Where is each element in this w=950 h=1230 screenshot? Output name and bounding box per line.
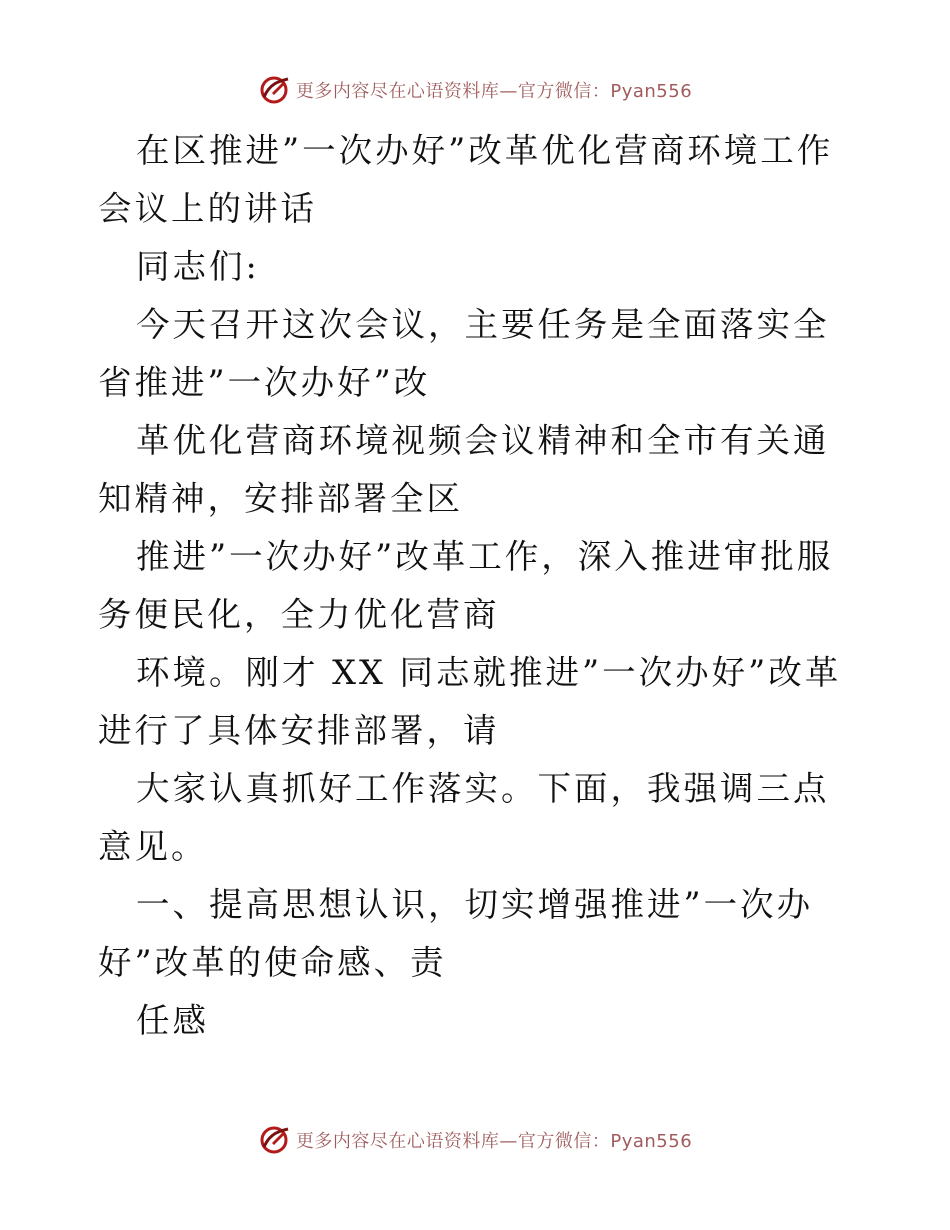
paragraph: 同志们: <box>136 247 260 286</box>
paragraph: 环境。刚才 XX 同志就推进”一次办好”改革进行了具体安排部署，请 <box>98 653 842 750</box>
footer-banner <box>0 1120 950 1160</box>
paragraph: 大家认真抓好工作落实。下面，我强调三点意见。 <box>98 769 830 866</box>
header-banner <box>0 70 950 110</box>
document-body <box>98 122 858 1050</box>
paragraph: 任感 <box>136 1001 209 1040</box>
section-heading: 一、提高思想认识，切实增强推进”一次办好”改革的使命感、责 <box>98 885 814 982</box>
header-banner-text: 更多内容尽在心语资料库—官方微信：Pyan556 <box>295 81 693 102</box>
document-title: 在区推进”一次办好”改革优化营商环境工作会议上的讲话 <box>98 131 834 228</box>
footer-banner-text: 更多内容尽在心语资料库—官方微信：Pyan556 <box>295 1131 693 1152</box>
pen-swirl-logo-icon <box>258 73 292 107</box>
paragraph: 推进”一次办好”改革工作，深入推进审批服务便民化，全力优化营商 <box>98 537 834 634</box>
paragraph: 今天召开这次会议，主要任务是全面落实全省推进”一次办好”改 <box>98 305 830 402</box>
pen-swirl-logo-icon <box>258 1123 292 1157</box>
paragraph: 革优化营商环境视频会议精神和全市有关通知精神，安排部署全区 <box>98 421 830 518</box>
